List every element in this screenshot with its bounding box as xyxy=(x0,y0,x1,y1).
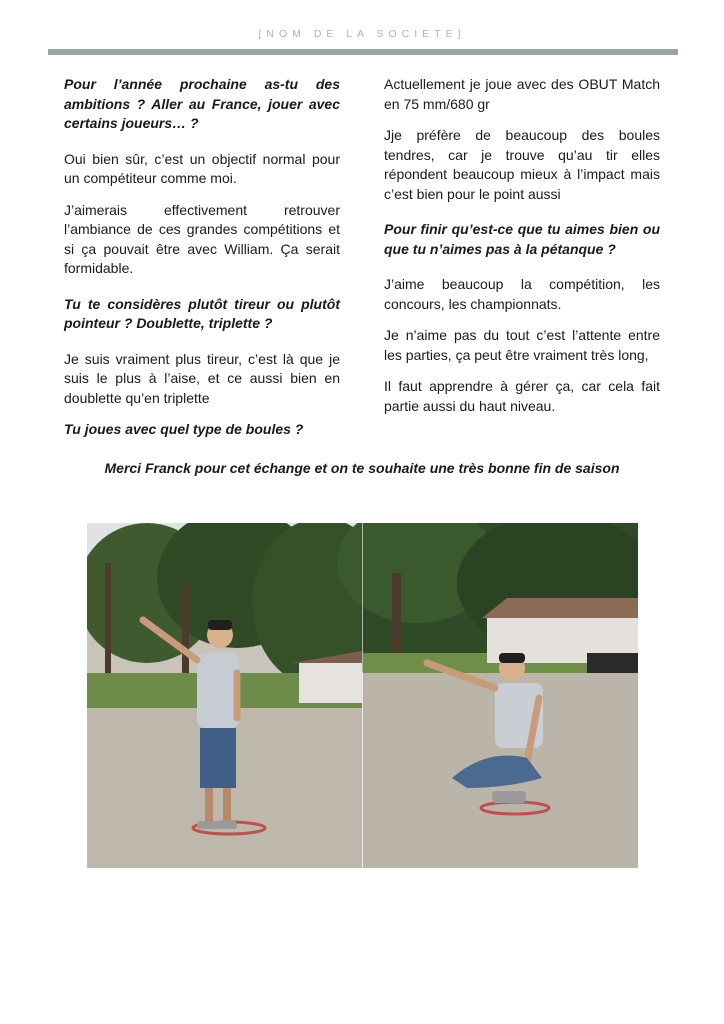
closing-message: Merci Franck pour cet échange et on te souhaite une très bonne fin de saison xyxy=(104,460,620,476)
answer-text: J’aime beaucoup la compétition, les concours, les championnats. xyxy=(384,276,660,312)
question-text: Pour l’année prochaine as-tu des ambitions ? Aller au France, jouer avec certains joueurs… ? xyxy=(64,76,340,131)
right-column xyxy=(384,75,660,428)
left-column xyxy=(64,75,340,452)
photo-right-panel xyxy=(337,523,638,868)
company-name-header: [NOM DE LA SOCIETE] xyxy=(258,28,466,40)
question-text: Pour finir qu’est-ce que tu aimes bien ou que tu n’aimes pas à la pétanque ? xyxy=(384,221,660,257)
header-divider xyxy=(48,49,678,55)
answer-text: J’aimerais effectivement retrouver l’ambiance de ces grandes compétitions et si ça pouvait être avec William. Ça serait formidable. xyxy=(64,201,340,276)
answer-text: Je n’aime pas du tout c’est l’attente entre les parties, ça peut être vraiment très long, xyxy=(384,327,660,363)
answer-text: Je suis vraiment plus tireur, c’est là que je suis le plus à l’aise, et ce aussi bien en doublette qu’en triplette xyxy=(64,350,340,406)
question-text: Tu te considères plutôt tireur ou plutôt pointeur ? Doublette, triplette ? xyxy=(64,295,340,331)
question-text: Tu joues avec quel type de boules ? xyxy=(64,421,304,437)
answer-text: Il faut apprendre à gérer ça, car cela fait partie aussi du haut niveau. xyxy=(384,378,660,414)
answer-text: Oui bien sûr, c’est un objectif normal pour un compétiteur comme moi. xyxy=(64,150,340,186)
answer-text: Actuellement je joue avec des OBUT Match en 75 mm/680 gr xyxy=(384,76,660,112)
answer-text: Jje préfère de beaucoup des boules tendres, car je trouve qu’au tir elles répondent beaucoup mieux à l’impact mais c’est bien pour le point aussi xyxy=(384,127,660,202)
petanque-photo xyxy=(87,523,638,868)
